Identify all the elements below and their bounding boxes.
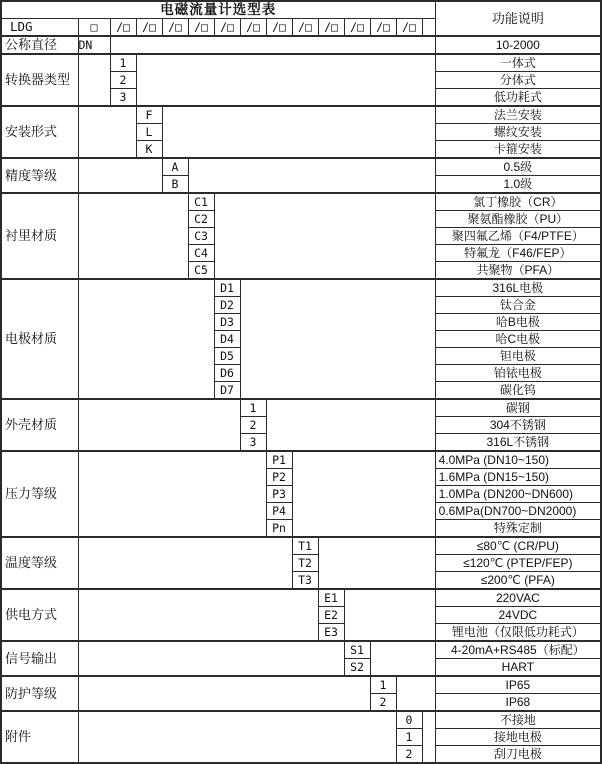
code-cell: T1 bbox=[292, 537, 318, 555]
spacer bbox=[78, 537, 292, 589]
function-cell: 4-20mA+RS485（标配） bbox=[435, 641, 601, 659]
code-cell: 2 bbox=[110, 72, 136, 89]
dn-code-box: □ bbox=[78, 19, 110, 37]
function-cell: 316L不锈钢 bbox=[435, 434, 601, 452]
function-cell: 24VDC bbox=[435, 607, 601, 624]
code-cell: A bbox=[162, 158, 188, 176]
spacer bbox=[78, 158, 162, 193]
function-cell: 一体式 bbox=[435, 54, 601, 72]
code-cell: C4 bbox=[188, 245, 214, 262]
code-box: /□ bbox=[214, 19, 240, 37]
model-prefix: LDG bbox=[1, 19, 78, 37]
code-cell: L bbox=[136, 124, 162, 141]
spacer bbox=[214, 193, 435, 279]
function-cell: 哈C电极 bbox=[435, 331, 601, 348]
code-cell: 1 bbox=[240, 399, 266, 417]
function-cell: 10-2000 bbox=[435, 36, 601, 54]
spacer bbox=[188, 158, 435, 193]
function-cell: 聚四氟乙烯（F4/PTFE） bbox=[435, 228, 601, 245]
section-label: 转换器类型 bbox=[1, 54, 78, 106]
code-cell: C2 bbox=[188, 211, 214, 228]
spacer bbox=[78, 106, 136, 158]
code-cell: D5 bbox=[214, 348, 240, 365]
code-cell: K bbox=[136, 141, 162, 159]
code-cell: E3 bbox=[318, 624, 344, 642]
code-box: /□ bbox=[162, 19, 188, 37]
function-cell: 法兰安装 bbox=[435, 106, 601, 124]
spacer bbox=[266, 399, 435, 451]
code-cell: 3 bbox=[110, 89, 136, 107]
function-cell: 0.6MPa(DN700~DN2000) bbox=[435, 503, 601, 520]
code-cell: T3 bbox=[292, 572, 318, 590]
spacer bbox=[292, 451, 435, 537]
code-cell: P4 bbox=[266, 503, 292, 520]
spacer bbox=[78, 589, 318, 641]
section-label: 安装形式 bbox=[1, 106, 78, 158]
spacer bbox=[78, 399, 240, 451]
code-cell: T2 bbox=[292, 555, 318, 572]
code-cell: 1 bbox=[110, 54, 136, 72]
spacer bbox=[162, 106, 435, 158]
function-cell: 220VAC bbox=[435, 589, 601, 607]
spacer bbox=[240, 279, 435, 399]
function-cell: 碳化钨 bbox=[435, 382, 601, 400]
section-label: 附件 bbox=[1, 711, 78, 763]
spacer bbox=[78, 676, 370, 711]
code-box: /□ bbox=[110, 19, 136, 37]
code-cell: S2 bbox=[344, 659, 370, 677]
function-cell: IP68 bbox=[435, 694, 601, 712]
code-cell: D6 bbox=[214, 365, 240, 382]
spacer bbox=[422, 711, 435, 763]
function-cell: 钽电极 bbox=[435, 348, 601, 365]
spacer bbox=[344, 589, 435, 641]
function-cell: 刮刀电极 bbox=[435, 746, 601, 764]
function-cell: 螺纹安装 bbox=[435, 124, 601, 141]
function-cell: 特殊定制 bbox=[435, 520, 601, 538]
function-cell: 特氟龙（F46/FEP） bbox=[435, 245, 601, 262]
section-label: 供电方式 bbox=[1, 589, 78, 641]
function-cell: 锂电池（仅限低功耗式） bbox=[435, 624, 601, 642]
spacer bbox=[110, 36, 435, 54]
section-label: 精度等级 bbox=[1, 158, 78, 193]
code-cell: P1 bbox=[266, 451, 292, 469]
section-label: 信号输出 bbox=[1, 641, 78, 676]
code-cell: 3 bbox=[240, 434, 266, 452]
section-label: 衬里材质 bbox=[1, 193, 78, 279]
spacer bbox=[78, 279, 214, 399]
section-label: 防护等级 bbox=[1, 676, 78, 711]
function-cell: 不接地 bbox=[435, 711, 601, 729]
code-box: /□ bbox=[240, 19, 266, 37]
function-cell: ≤120℃ (PTEP/FEP) bbox=[435, 555, 601, 572]
code-box: /□ bbox=[188, 19, 214, 37]
section-label: 公称直径 bbox=[1, 36, 78, 54]
code-cell: 2 bbox=[396, 746, 422, 764]
code-cell: C5 bbox=[188, 262, 214, 280]
function-cell: 接地电极 bbox=[435, 729, 601, 746]
code-cell: F bbox=[136, 106, 162, 124]
code-cell: 1 bbox=[396, 729, 422, 746]
function-cell: 304不锈钢 bbox=[435, 417, 601, 434]
code-cell: DN bbox=[78, 36, 110, 54]
function-cell: 铂铱电极 bbox=[435, 365, 601, 382]
code-cell: P3 bbox=[266, 486, 292, 503]
code-cell: S1 bbox=[344, 641, 370, 659]
section-label: 电极材质 bbox=[1, 279, 78, 399]
function-cell: 哈B电极 bbox=[435, 314, 601, 331]
function-cell: 1.0MPa (DN200~DN600) bbox=[435, 486, 601, 503]
code-cell: 2 bbox=[240, 417, 266, 434]
code-cell: E1 bbox=[318, 589, 344, 607]
code-cell: 2 bbox=[370, 694, 396, 712]
spacer bbox=[78, 193, 188, 279]
code-box: /□ bbox=[266, 19, 292, 37]
function-cell: 氯丁橡胶（CR） bbox=[435, 193, 601, 211]
function-cell: HART bbox=[435, 659, 601, 677]
code-cell: D4 bbox=[214, 331, 240, 348]
table-title: 电磁流量计选型表 bbox=[1, 1, 435, 19]
code-box: /□ bbox=[292, 19, 318, 37]
function-cell: 1.0级 bbox=[435, 176, 601, 194]
function-cell: 共聚物（PFA） bbox=[435, 262, 601, 280]
spacer bbox=[78, 711, 396, 763]
code-cell: 0 bbox=[396, 711, 422, 729]
code-box: /□ bbox=[396, 19, 422, 37]
code-box: /□ bbox=[370, 19, 396, 37]
code-cell: P2 bbox=[266, 469, 292, 486]
spacer bbox=[136, 54, 435, 106]
function-cell: 低功耗式 bbox=[435, 89, 601, 107]
spacer bbox=[422, 19, 435, 37]
code-box: /□ bbox=[344, 19, 370, 37]
code-cell: E2 bbox=[318, 607, 344, 624]
function-cell: ≤200℃ (PFA) bbox=[435, 572, 601, 590]
spacer bbox=[370, 641, 435, 676]
code-cell: C3 bbox=[188, 228, 214, 245]
section-label: 压力等级 bbox=[1, 451, 78, 537]
section-label: 温度等级 bbox=[1, 537, 78, 589]
code-cell: D1 bbox=[214, 279, 240, 297]
code-cell: C1 bbox=[188, 193, 214, 211]
function-cell: 0.5级 bbox=[435, 158, 601, 176]
function-cell: 316L电极 bbox=[435, 279, 601, 297]
section-label: 外壳材质 bbox=[1, 399, 78, 451]
function-cell: 4.0MPa (DN10~150) bbox=[435, 451, 601, 469]
spacer bbox=[78, 641, 344, 676]
function-cell: 碳钢 bbox=[435, 399, 601, 417]
code-cell: D7 bbox=[214, 382, 240, 400]
spacer bbox=[78, 451, 266, 537]
code-box: /□ bbox=[318, 19, 344, 37]
function-cell: 1.6MPa (DN15~150) bbox=[435, 469, 601, 486]
spacer bbox=[78, 54, 110, 106]
function-cell: 卡箍安装 bbox=[435, 141, 601, 159]
code-box: /□ bbox=[136, 19, 162, 37]
function-cell: IP65 bbox=[435, 676, 601, 694]
function-column-header: 功能说明 bbox=[435, 1, 601, 36]
spacer bbox=[318, 537, 435, 589]
code-cell: 1 bbox=[370, 676, 396, 694]
code-cell: Pn bbox=[266, 520, 292, 538]
function-cell: ≤80℃ (CR/PU) bbox=[435, 537, 601, 555]
code-cell: B bbox=[162, 176, 188, 194]
code-cell: D3 bbox=[214, 314, 240, 331]
function-cell: 钛合金 bbox=[435, 297, 601, 314]
spacer bbox=[396, 676, 435, 711]
function-cell: 聚氨酯橡胶（PU） bbox=[435, 211, 601, 228]
code-cell: D2 bbox=[214, 297, 240, 314]
function-cell: 分体式 bbox=[435, 72, 601, 89]
